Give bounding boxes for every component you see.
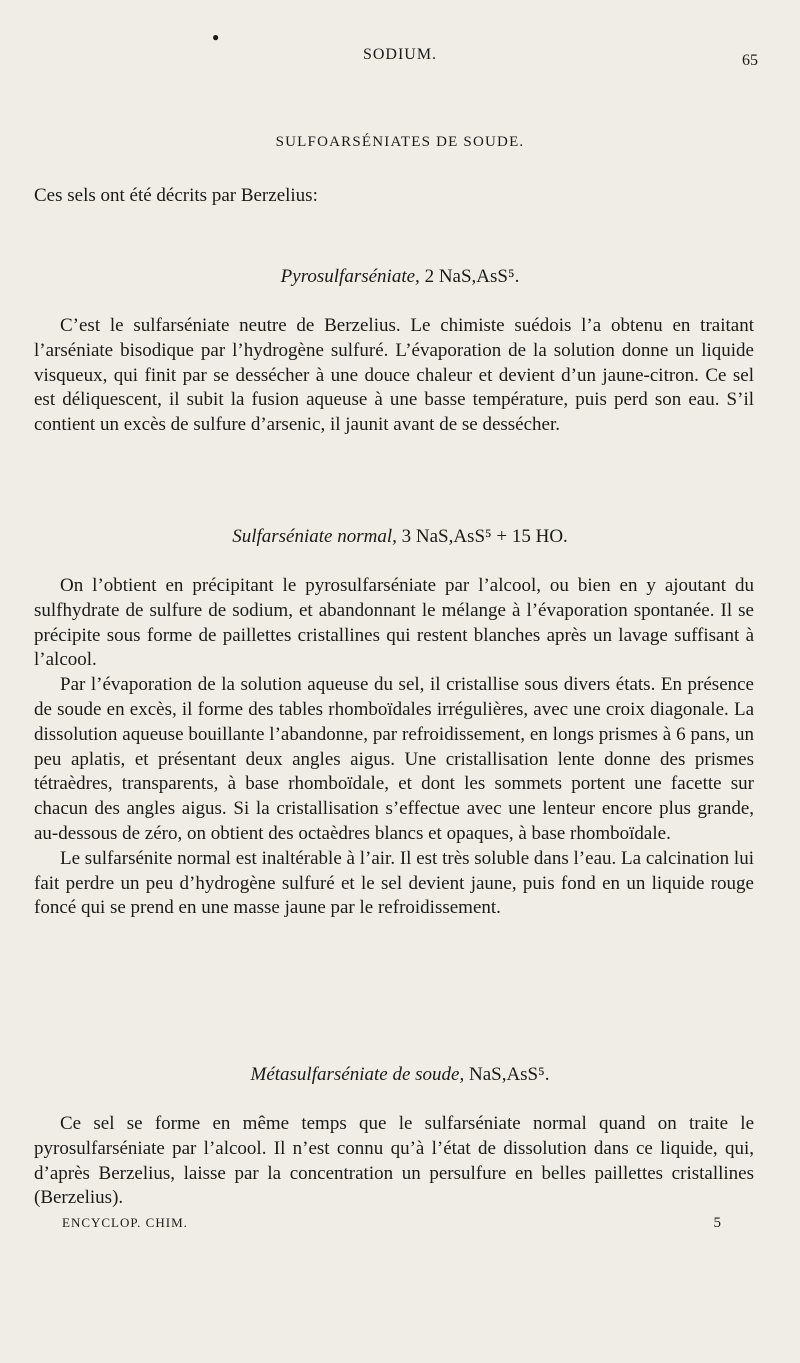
page-number: 65 (742, 52, 758, 69)
signature-mark: 5 (713, 1215, 722, 1231)
normal-heading-formula: 3 NaS,AsS⁵ + 15 HO. (401, 526, 568, 547)
pyro-heading-name: Pyrosulfarséniate, (280, 266, 420, 287)
normal-paragraph-1: On l’obtient en précipitant le pyrosulfarséniate par l’alcool, ou bien en y ajoutant du sulfhydrate de sulfure de sodium, et abandonnant le mélange à l’évaporation spontanée. Il se précipite sous forme de paillettes cristallines qui restent blanches après un lavage suffisant à l’alcool. (34, 575, 754, 671)
section-title: SULFOARSÉNIATES DE SOUDE. (275, 134, 525, 150)
normal-paragraph-2: Par l’évaporation de la solution aqueuse du sel, il cristallise sous divers états. En présence de soude en excès, il forme des tables rhomboïdales irrégulières, avec une croix diagonale. La dissolution aqueuse bouillante l’abandonne, par refroidissement, en longs prismes à 6 pans, un peu aplatis, et présentant deux angles aigus. Une cristallisation lente donne des prismes tétraèdres, transparents, à base rhomboïdale, et dont les sommets portent une facette sur chacun des angles aigus. Si la cristallisation s’effectue avec une lenteur encore plus grande, au-dessous de zéro, on obtient des octaèdres blancs et opaques, à base rhomboïdale. (34, 674, 754, 844)
normal-paragraph-3: Le sulfarsénite normal est inaltérable à l’air. Il est très soluble dans l’eau. La calcination lui fait perdre un peu d’hydrogène sulfuré et le sel devient jaune, puis fond en un liquide rouge foncé qui se prend en une masse jaune par le refroidissement. (34, 847, 754, 919)
running-title: SODIUM. (362, 46, 438, 63)
footer-title: ENCYCLOP. CHIM. (62, 1215, 188, 1230)
meta-paragraph: Ce sel se forme en même temps que le sulfarséniate normal quand on traite le pyrosulfarséniate par l’alcool. Il n’est connu qu’à l’état de dissolution dans ce liquide, qui, d’après Berzelius, laisse par la concentration un persulfure en belles paillettes cristallines (Berzelius). (34, 1113, 754, 1209)
meta-block (34, 1112, 754, 1211)
normal-heading-name: Sulfarséniate normal, (232, 526, 397, 547)
intro-line: Ces sels ont été décrits par Berzelius: (34, 185, 318, 206)
normal-heading (0, 526, 800, 548)
ink-mark: ● (212, 30, 220, 44)
pyro-heading (0, 266, 800, 288)
running-header (0, 46, 800, 70)
normal-block (34, 574, 754, 921)
pyro-paragraph: C’est le sulfarséniate neutre de Berzelius. Le chimiste suédois l’a obtenu en traitant l’arséniate bisodique par l’hydrogène sulfuré. L’évaporation de la solution donne un liquide visqueux, qui finit par se dessécher à une douce chaleur et devient d’un jaune-citron. Ce sel est déliquescent, il subit la fusion aqueuse à une basse température, puis perd son eau. S’il contient un excès de sulfure d’arsenic, il jaunit avant de se dessécher. (34, 315, 754, 436)
pyro-heading-formula: 2 NaS,AsS⁵. (424, 266, 520, 287)
intro-block (34, 184, 754, 209)
meta-heading-formula: NaS,AsS⁵. (468, 1064, 550, 1085)
meta-heading (0, 1064, 800, 1086)
pyro-block (34, 314, 754, 438)
page-footer (62, 1215, 722, 1231)
meta-heading-name: Métasulfarséniate de soude, (250, 1064, 465, 1085)
